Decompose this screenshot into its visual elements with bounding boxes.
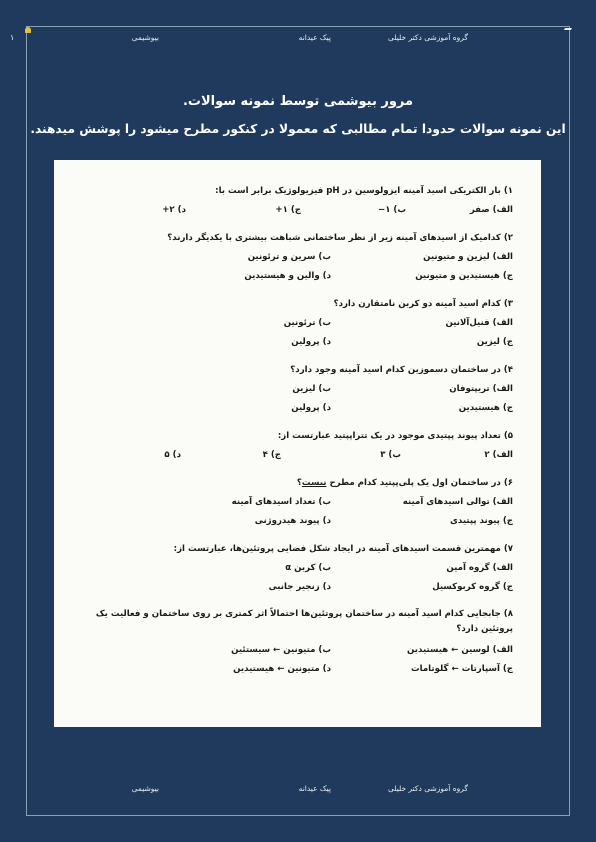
question-3: ۳) کدام اسید آمینه دو کربن نامتقارن دارد؟	[333, 299, 513, 309]
page-title: مرور بیوشمی توسط نمونه سوالات.	[182, 94, 414, 109]
q7-option-d: د) زنجیر جانبی	[268, 582, 331, 592]
q1-option-c: ج) ۱+	[275, 205, 301, 215]
q6-option-a: الف) توالی اسیدهای آمینه	[402, 497, 513, 507]
q4-option-a: الف) تریپتوفان	[449, 384, 513, 394]
question-6-text: ۶) در ساختمان اول یک پلی‌پپتید کدام مطرح	[326, 478, 513, 488]
header-author: پیک عیدانه	[298, 33, 331, 42]
q7-option-a: الف) گروه آمین	[446, 563, 513, 573]
q3-option-d: د) پرولین	[291, 337, 331, 347]
q2-option-b: ب) سرین و ترئونین	[247, 252, 331, 262]
q5-option-c: ج) ۴	[262, 450, 281, 460]
q8-option-b: ب) متیونین ← سیستئین	[231, 645, 331, 655]
footer-subject: بیوشیمی	[131, 784, 159, 793]
question-6-emphasis: نیست	[301, 478, 327, 488]
question-6	[81, 478, 513, 488]
question-2: ۲) کدامیک از اسیدهای آمینه زیر از نظر ساختمانی شباهت بیشتری با یکدیگر دارند؟	[167, 233, 513, 243]
q3-option-a: الف) فنیل‌آلانین	[445, 318, 513, 328]
question-1: ۱) بار الکتریکی اسید آمینه ایزولوسین در pH فیزیولوژیک برابر است با:	[215, 186, 513, 196]
q2-option-d: د) والین و هیستیدین	[244, 271, 331, 281]
q5-option-b: ب) ۳	[380, 450, 401, 460]
header-subject: بیوشیمی	[131, 33, 159, 42]
q8-option-c: ج) آسپارتات ← گلوتامات	[411, 664, 513, 674]
q5-option-a: الف) ۲	[484, 450, 513, 460]
page-footer	[0, 784, 596, 798]
page-number: ۱	[10, 33, 15, 42]
header-group: گروه آموزشی دکتر خلیلی	[388, 33, 468, 42]
q7-option-b: ب) کربن α	[285, 563, 331, 573]
q1-option-d: د) ۲+	[162, 205, 186, 215]
question-6-end: ؟	[296, 478, 302, 488]
question-5: ۵) تعداد پیوند پپتیدی موجود در یک تتراپپتید عبارتست از:	[277, 431, 513, 441]
footer-author: پیک عیدانه	[298, 784, 331, 793]
page-header	[0, 33, 596, 47]
q1-option-b: ب) ۱−	[377, 205, 406, 215]
q5-option-d: د) ۵	[164, 450, 181, 460]
q1-option-a: الف) صفر	[469, 205, 513, 215]
q6-option-c: ج) پیوند پپتیدی	[449, 516, 513, 526]
q2-option-a: الف) لیزین و متیونین	[423, 252, 513, 262]
q6-option-b: ب) تعداد اسیدهای آمینه	[231, 497, 331, 507]
q3-option-b: ب) ترئونین	[283, 318, 331, 328]
question-7: ۷) مهمترین قسمت اسیدهای آمینه در ایجاد شکل فضایی پروتئین‌ها، عبارتست از:	[173, 544, 513, 554]
page-subtitle: این نمونه سوالات حدودا تمام مطالبی که معمولا در کنکور مطرح میشود را پوشش میدهند.	[30, 122, 566, 136]
q6-option-d: د) پیوند هیدروژنی	[254, 516, 331, 526]
q7-option-c: ج) گروه کربوکسیل	[432, 582, 513, 592]
q8-option-d: د) متیونین ← هیستیدین	[233, 664, 331, 674]
scanned-questions	[54, 160, 541, 727]
question-8: ۸) جابجایی کدام اسید آمینه در ساختمان پروتئین‌ها احتمالاً اثر کمتری بر روی ساختمان و فعالیت یک پروتئین دارد؟	[95, 609, 513, 634]
q4-option-d: د) پرولین	[291, 403, 331, 413]
question-4: ۴) در ساختمان دسموزین کدام اسید آمینه وجود دارد؟	[290, 365, 513, 375]
q4-option-b: ب) لیزین	[292, 384, 331, 394]
q3-option-c: ج) لیزین	[476, 337, 513, 347]
q2-option-c: ج) هیستیدین و متیونین	[415, 271, 513, 281]
footer-group: گروه آموزشی دکتر خلیلی	[388, 784, 468, 793]
q4-option-c: ج) هیستیدین	[458, 403, 513, 413]
q8-option-a: الف) لوسین ← هیستیدین	[407, 645, 513, 655]
